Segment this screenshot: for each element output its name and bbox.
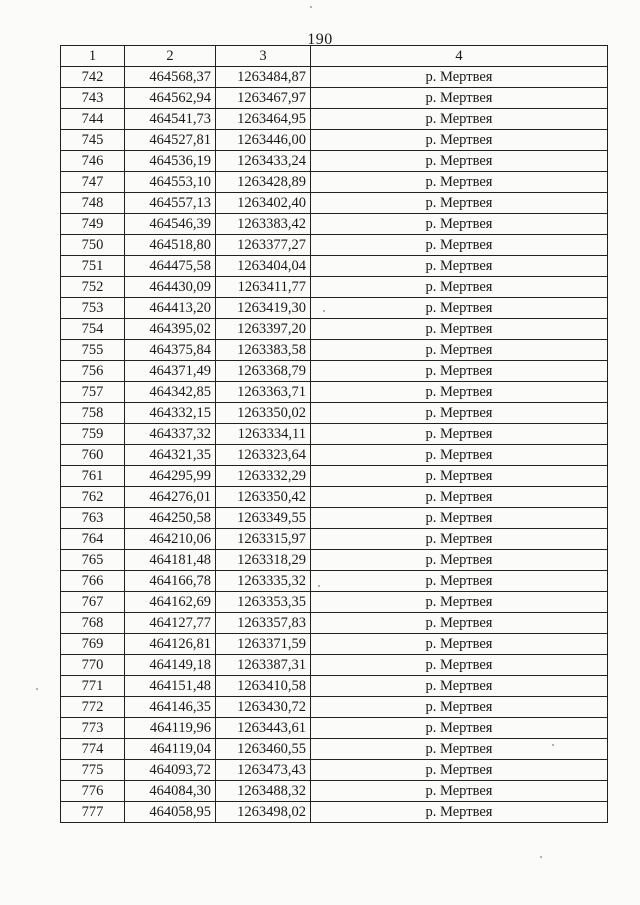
x-coordinate-cell: 464093,72 — [125, 760, 216, 781]
table-row — [61, 340, 608, 361]
table-row — [61, 718, 608, 739]
x-coordinate-cell: 464562,94 — [125, 88, 216, 109]
point-number-cell: 760 — [61, 445, 125, 466]
table-row — [61, 235, 608, 256]
y-coordinate-cell: 1263484,87 — [216, 67, 311, 88]
description-cell: р. Мертвея — [311, 634, 608, 655]
point-number-cell: 746 — [61, 151, 125, 172]
point-number-cell: 742 — [61, 67, 125, 88]
point-number-cell: 776 — [61, 781, 125, 802]
description-cell: р. Мертвея — [311, 466, 608, 487]
table-row — [61, 130, 608, 151]
y-coordinate-cell: 1263353,35 — [216, 592, 311, 613]
y-coordinate-cell: 1263387,31 — [216, 655, 311, 676]
y-coordinate-cell: 1263397,20 — [216, 319, 311, 340]
y-coordinate-cell: 1263383,58 — [216, 340, 311, 361]
description-cell: р. Мертвея — [311, 319, 608, 340]
coordinates-table — [60, 45, 608, 823]
column-header-3: 3 — [216, 46, 311, 67]
description-cell: р. Мертвея — [311, 67, 608, 88]
description-cell: р. Мертвея — [311, 697, 608, 718]
x-coordinate-cell: 464337,32 — [125, 424, 216, 445]
y-coordinate-cell: 1263350,02 — [216, 403, 311, 424]
y-coordinate-cell: 1263318,29 — [216, 550, 311, 571]
y-coordinate-cell: 1263428,89 — [216, 172, 311, 193]
column-header-2: 2 — [125, 46, 216, 67]
point-number-cell: 777 — [61, 802, 125, 823]
y-coordinate-cell: 1263332,29 — [216, 466, 311, 487]
y-coordinate-cell: 1263473,43 — [216, 760, 311, 781]
x-coordinate-cell: 464250,58 — [125, 508, 216, 529]
point-number-cell: 754 — [61, 319, 125, 340]
point-number-cell: 763 — [61, 508, 125, 529]
table-row — [61, 445, 608, 466]
point-number-cell: 769 — [61, 634, 125, 655]
description-cell: р. Мертвея — [311, 592, 608, 613]
table-row — [61, 172, 608, 193]
column-header-1: 1 — [61, 46, 125, 67]
x-coordinate-cell: 464546,39 — [125, 214, 216, 235]
table-row — [61, 403, 608, 424]
description-cell: р. Мертвея — [311, 487, 608, 508]
y-coordinate-cell: 1263335,32 — [216, 571, 311, 592]
description-cell: р. Мертвея — [311, 214, 608, 235]
point-number-cell: 765 — [61, 550, 125, 571]
point-number-cell: 753 — [61, 298, 125, 319]
x-coordinate-cell: 464395,02 — [125, 319, 216, 340]
scan-speck — [310, 6, 312, 8]
y-coordinate-cell: 1263498,02 — [216, 802, 311, 823]
table-row — [61, 550, 608, 571]
table-row — [61, 88, 608, 109]
table-row — [61, 571, 608, 592]
table-row — [61, 67, 608, 88]
y-coordinate-cell: 1263410,58 — [216, 676, 311, 697]
description-cell: р. Мертвея — [311, 382, 608, 403]
description-cell: р. Мертвея — [311, 613, 608, 634]
description-cell: р. Мертвея — [311, 403, 608, 424]
description-cell: р. Мертвея — [311, 88, 608, 109]
y-coordinate-cell: 1263402,40 — [216, 193, 311, 214]
y-coordinate-cell: 1263363,71 — [216, 382, 311, 403]
x-coordinate-cell: 464127,77 — [125, 613, 216, 634]
scan-speck — [318, 585, 320, 587]
point-number-cell: 762 — [61, 487, 125, 508]
table-row — [61, 109, 608, 130]
scan-speck — [323, 310, 325, 312]
x-coordinate-cell: 464119,96 — [125, 718, 216, 739]
y-coordinate-cell: 1263404,04 — [216, 256, 311, 277]
table-header-row — [61, 46, 608, 67]
y-coordinate-cell: 1263433,24 — [216, 151, 311, 172]
table-row — [61, 382, 608, 403]
x-coordinate-cell: 464321,35 — [125, 445, 216, 466]
table-row — [61, 613, 608, 634]
table-row — [61, 151, 608, 172]
table-row — [61, 676, 608, 697]
point-number-cell: 748 — [61, 193, 125, 214]
x-coordinate-cell: 464371,49 — [125, 361, 216, 382]
description-cell: р. Мертвея — [311, 256, 608, 277]
point-number-cell: 750 — [61, 235, 125, 256]
column-header-4: 4 — [311, 46, 608, 67]
x-coordinate-cell: 464210,06 — [125, 529, 216, 550]
x-coordinate-cell: 464181,48 — [125, 550, 216, 571]
table-row — [61, 193, 608, 214]
description-cell: р. Мертвея — [311, 130, 608, 151]
table-row — [61, 256, 608, 277]
point-number-cell: 757 — [61, 382, 125, 403]
x-coordinate-cell: 464413,20 — [125, 298, 216, 319]
x-coordinate-cell: 464149,18 — [125, 655, 216, 676]
point-number-cell: 774 — [61, 739, 125, 760]
table-row — [61, 277, 608, 298]
description-cell: р. Мертвея — [311, 151, 608, 172]
x-coordinate-cell: 464295,99 — [125, 466, 216, 487]
x-coordinate-cell: 464058,95 — [125, 802, 216, 823]
description-cell: р. Мертвея — [311, 445, 608, 466]
description-cell: р. Мертвея — [311, 361, 608, 382]
point-number-cell: 775 — [61, 760, 125, 781]
y-coordinate-cell: 1263446,00 — [216, 130, 311, 151]
description-cell: р. Мертвея — [311, 235, 608, 256]
table-row — [61, 802, 608, 823]
description-cell: р. Мертвея — [311, 529, 608, 550]
point-number-cell: 766 — [61, 571, 125, 592]
x-coordinate-cell: 464276,01 — [125, 487, 216, 508]
table-row — [61, 781, 608, 802]
y-coordinate-cell: 1263334,11 — [216, 424, 311, 445]
description-cell: р. Мертвея — [311, 760, 608, 781]
table-row — [61, 214, 608, 235]
page-number: 190 — [307, 31, 333, 48]
point-number-cell: 744 — [61, 109, 125, 130]
description-cell: р. Мертвея — [311, 277, 608, 298]
table-row — [61, 508, 608, 529]
x-coordinate-cell: 464166,78 — [125, 571, 216, 592]
description-cell: р. Мертвея — [311, 340, 608, 361]
point-number-cell: 764 — [61, 529, 125, 550]
point-number-cell: 751 — [61, 256, 125, 277]
y-coordinate-cell: 1263430,72 — [216, 697, 311, 718]
table-row — [61, 529, 608, 550]
point-number-cell: 758 — [61, 403, 125, 424]
y-coordinate-cell: 1263460,55 — [216, 739, 311, 760]
description-cell: р. Мертвея — [311, 109, 608, 130]
table-row — [61, 634, 608, 655]
description-cell: р. Мертвея — [311, 298, 608, 319]
point-number-cell: 749 — [61, 214, 125, 235]
table-row — [61, 319, 608, 340]
x-coordinate-cell: 464342,85 — [125, 382, 216, 403]
y-coordinate-cell: 1263411,77 — [216, 277, 311, 298]
y-coordinate-cell: 1263371,59 — [216, 634, 311, 655]
point-number-cell: 761 — [61, 466, 125, 487]
description-cell: р. Мертвея — [311, 655, 608, 676]
y-coordinate-cell: 1263467,97 — [216, 88, 311, 109]
y-coordinate-cell: 1263357,83 — [216, 613, 311, 634]
table-row — [61, 487, 608, 508]
y-coordinate-cell: 1263488,32 — [216, 781, 311, 802]
table-row — [61, 697, 608, 718]
y-coordinate-cell: 1263419,30 — [216, 298, 311, 319]
y-coordinate-cell: 1263349,55 — [216, 508, 311, 529]
description-cell: р. Мертвея — [311, 172, 608, 193]
x-coordinate-cell: 464518,80 — [125, 235, 216, 256]
y-coordinate-cell: 1263377,27 — [216, 235, 311, 256]
y-coordinate-cell: 1263323,64 — [216, 445, 311, 466]
point-number-cell: 745 — [61, 130, 125, 151]
x-coordinate-cell: 464126,81 — [125, 634, 216, 655]
description-cell: р. Мертвея — [311, 739, 608, 760]
point-number-cell: 747 — [61, 172, 125, 193]
point-number-cell: 767 — [61, 592, 125, 613]
x-coordinate-cell: 464375,84 — [125, 340, 216, 361]
x-coordinate-cell: 464084,30 — [125, 781, 216, 802]
x-coordinate-cell: 464332,15 — [125, 403, 216, 424]
scan-speck — [552, 744, 554, 746]
y-coordinate-cell: 1263464,95 — [216, 109, 311, 130]
x-coordinate-cell: 464151,48 — [125, 676, 216, 697]
description-cell: р. Мертвея — [311, 550, 608, 571]
description-cell: р. Мертвея — [311, 424, 608, 445]
table-row — [61, 592, 608, 613]
table-row — [61, 424, 608, 445]
point-number-cell: 743 — [61, 88, 125, 109]
x-coordinate-cell: 464146,35 — [125, 697, 216, 718]
point-number-cell: 756 — [61, 361, 125, 382]
x-coordinate-cell: 464162,69 — [125, 592, 216, 613]
description-cell: р. Мертвея — [311, 508, 608, 529]
x-coordinate-cell: 464536,19 — [125, 151, 216, 172]
table-row — [61, 739, 608, 760]
x-coordinate-cell: 464475,58 — [125, 256, 216, 277]
point-number-cell: 771 — [61, 676, 125, 697]
point-number-cell: 759 — [61, 424, 125, 445]
description-cell: р. Мертвея — [311, 781, 608, 802]
y-coordinate-cell: 1263383,42 — [216, 214, 311, 235]
point-number-cell: 768 — [61, 613, 125, 634]
y-coordinate-cell: 1263350,42 — [216, 487, 311, 508]
description-cell: р. Мертвея — [311, 718, 608, 739]
point-number-cell: 770 — [61, 655, 125, 676]
x-coordinate-cell: 464557,13 — [125, 193, 216, 214]
description-cell: р. Мертвея — [311, 676, 608, 697]
table-row — [61, 655, 608, 676]
scan-speck — [36, 688, 38, 690]
x-coordinate-cell: 464553,10 — [125, 172, 216, 193]
x-coordinate-cell: 464119,04 — [125, 739, 216, 760]
table-row — [61, 298, 608, 319]
description-cell: р. Мертвея — [311, 802, 608, 823]
table-row — [61, 361, 608, 382]
description-cell: р. Мертвея — [311, 193, 608, 214]
scan-speck — [540, 856, 542, 858]
description-cell: р. Мертвея — [311, 571, 608, 592]
table-row — [61, 760, 608, 781]
table-row — [61, 466, 608, 487]
x-coordinate-cell: 464527,81 — [125, 130, 216, 151]
point-number-cell: 752 — [61, 277, 125, 298]
x-coordinate-cell: 464430,09 — [125, 277, 216, 298]
point-number-cell: 772 — [61, 697, 125, 718]
point-number-cell: 755 — [61, 340, 125, 361]
y-coordinate-cell: 1263315,97 — [216, 529, 311, 550]
y-coordinate-cell: 1263368,79 — [216, 361, 311, 382]
x-coordinate-cell: 464541,73 — [125, 109, 216, 130]
table-body — [61, 67, 608, 823]
y-coordinate-cell: 1263443,61 — [216, 718, 311, 739]
point-number-cell: 773 — [61, 718, 125, 739]
x-coordinate-cell: 464568,37 — [125, 67, 216, 88]
